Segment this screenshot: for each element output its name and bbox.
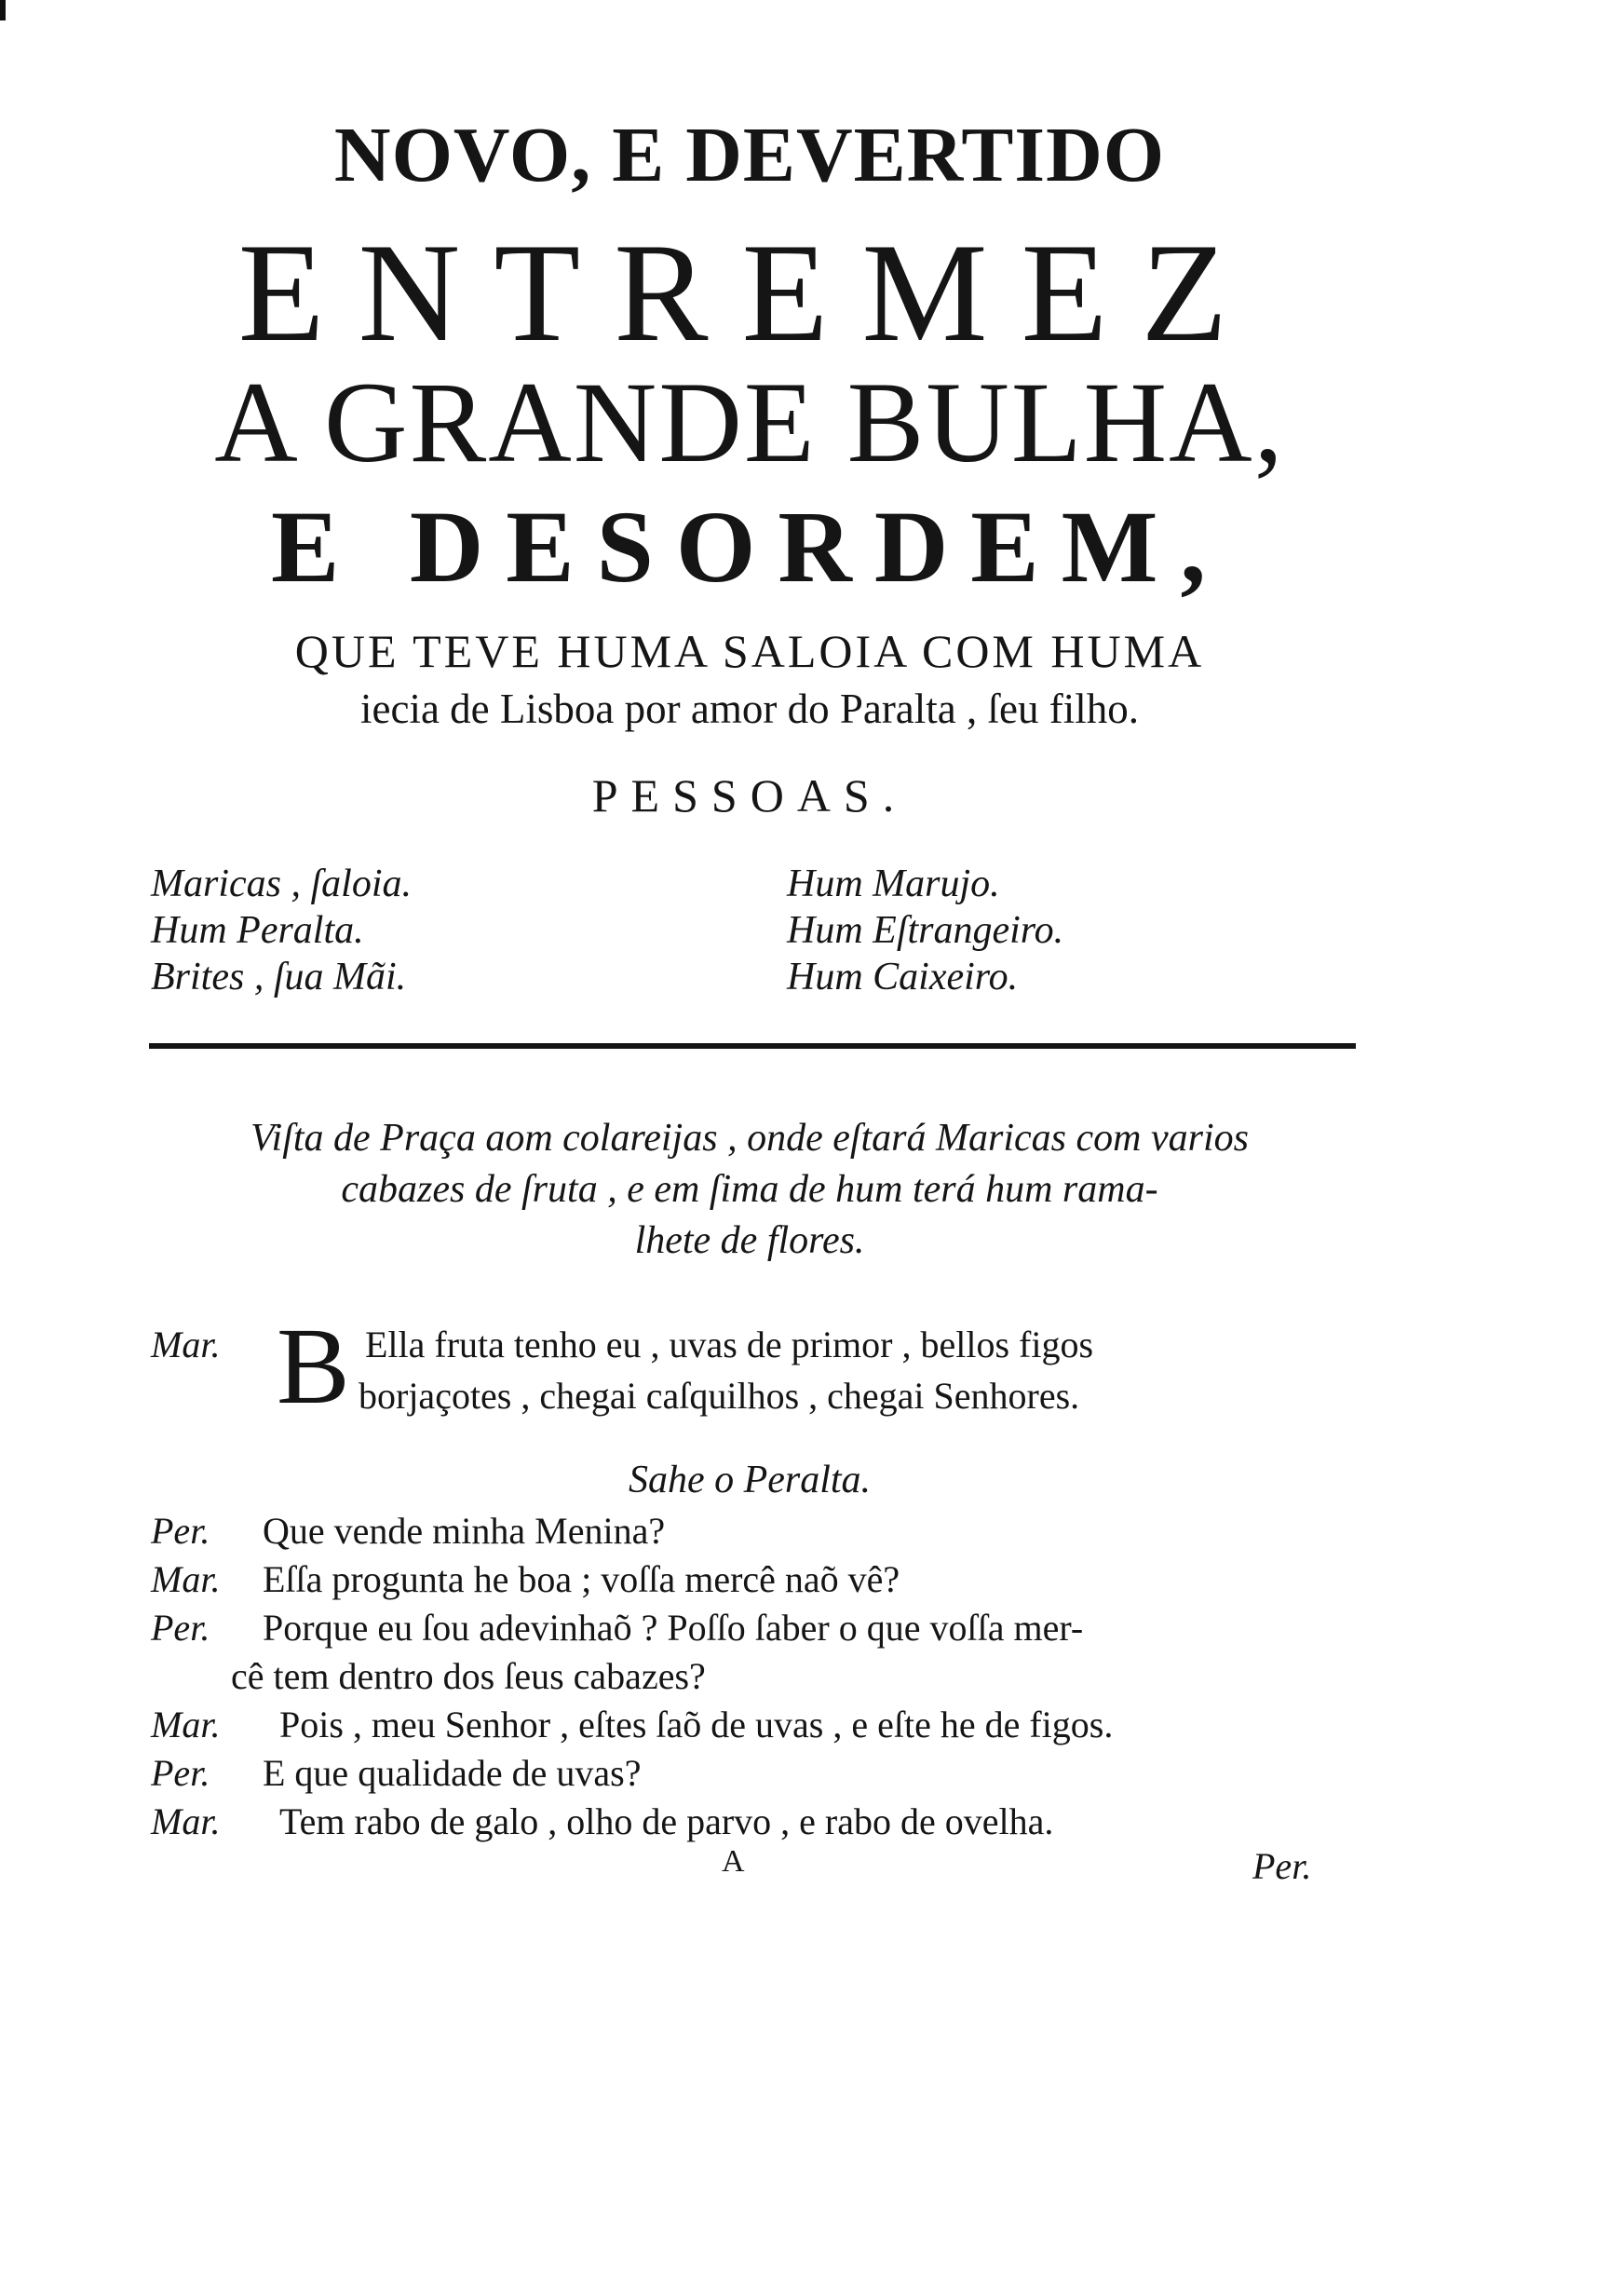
signature-mark: A — [722, 1844, 745, 1879]
dialogue-line: Tem rabo de galo , olho de parvo , e rabo de ovelha. — [279, 1800, 1054, 1842]
horizontal-rule — [149, 1043, 1356, 1049]
speaker-label: Per. — [151, 1510, 210, 1552]
ink-speck — [0, 0, 6, 20]
title-line-3: A GRANDE BULHA, — [214, 359, 1285, 486]
cast-member: Hum Peralta. — [151, 909, 364, 952]
cast-heading: PESSOAS. — [591, 769, 908, 822]
catchword: Per. — [1252, 1845, 1312, 1887]
dialogue-line: Ella fruta tenho eu , uvas de primor , bellos figos — [365, 1324, 1094, 1365]
speaker-label: Mar. — [151, 1800, 221, 1842]
speaker-label: Per. — [151, 1607, 210, 1649]
dialogue-line: Eſſa progunta he boa ; voſſa mercê naõ vê? — [263, 1558, 900, 1600]
stage-direction-line: lhete de flores. — [634, 1219, 865, 1262]
title-line-6: iecia de Lisboa por amor do Paralta , ſeu filho. — [360, 686, 1139, 732]
title-line-5: QUE TEVE HUMA SALOIA COM HUMA — [294, 625, 1205, 677]
drop-cap: B — [277, 1305, 350, 1427]
speaker-label: Mar. — [151, 1558, 221, 1600]
stage-direction-entrance: Sahe o Peralta. — [628, 1459, 872, 1501]
dialogue-line: borjaçotes , chegai caſquilhos , chegai Senhores. — [359, 1375, 1080, 1417]
cast-member: Maricas , ſaloia. — [151, 862, 412, 905]
dialogue-line: E que qualidade de uvas? — [263, 1752, 642, 1794]
title-line-1: NOVO, E DEVERTIDO — [333, 112, 1166, 198]
cast-member: Brites , ſua Mãi. — [151, 956, 407, 998]
dialogue-line: cê tem dentro dos ſeus cabazes? — [231, 1655, 706, 1697]
dialogue-line: Que vende minha Menina? — [263, 1510, 666, 1552]
cast-member: Hum Eſtrangeiro. — [787, 909, 1064, 952]
stage-direction-line: cabazes de ſruta , e em ſima de hum terá hum rama- — [341, 1168, 1158, 1211]
cast-member: Hum Marujo. — [787, 862, 1000, 905]
dialogue-line: Porque eu ſou adevinhaõ ? Poſſo ſaber o que voſſa mer- — [263, 1607, 1084, 1649]
title-line-2: ENTREMEZ — [237, 214, 1262, 371]
stage-direction-line: Viſta de Praça aom colareijas , onde eſtará Maricas com varios — [250, 1117, 1249, 1160]
speaker-label: Mar. — [151, 1704, 221, 1745]
title-line-4: E DESORDEM, — [271, 490, 1228, 604]
speaker-label: Mar. — [151, 1324, 221, 1365]
speaker-label: Per. — [151, 1752, 210, 1794]
dialogue-line: Pois , meu Senhor , eſtes ſaõ de uvas , e eſte he de figos. — [279, 1704, 1114, 1745]
cast-member: Hum Caixeiro. — [787, 956, 1019, 998]
